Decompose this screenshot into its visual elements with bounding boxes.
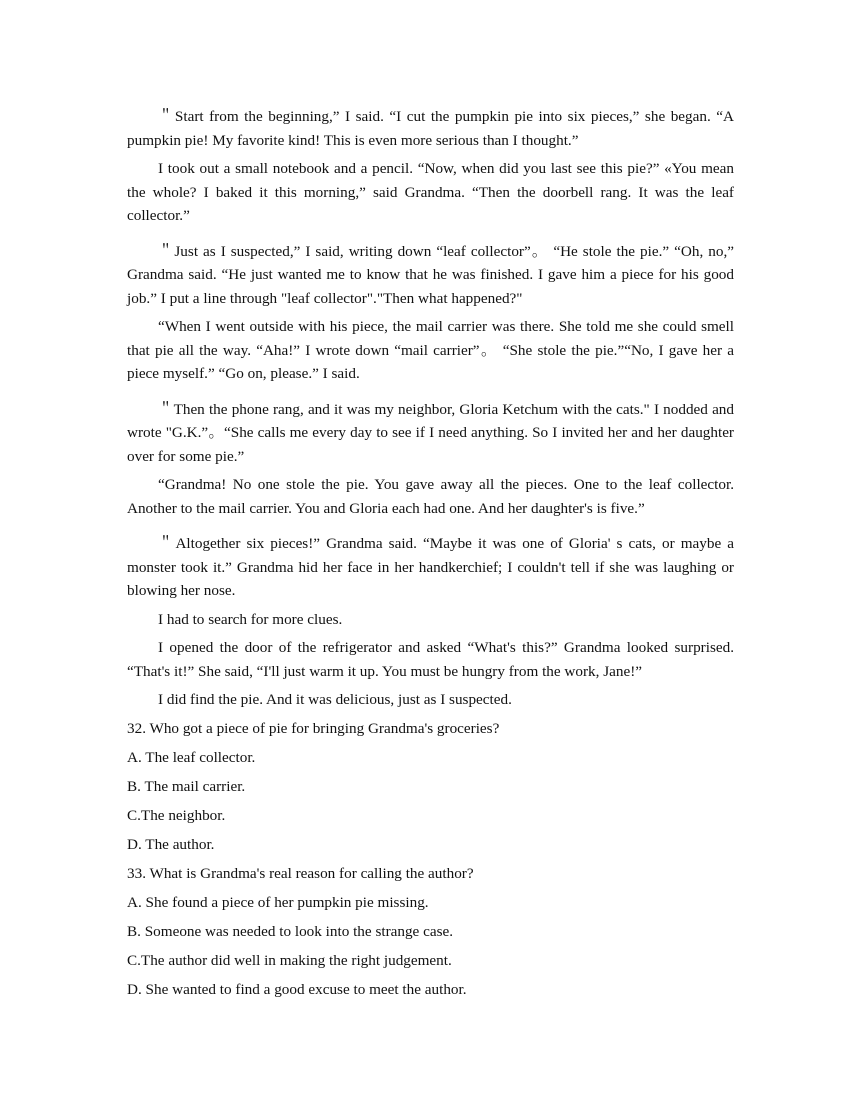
story-paragraph-8: I had to search for more clues.: [158, 610, 343, 628]
question-stem: 33. What is Grandma's real reason for calling the author?: [127, 865, 474, 882]
story-paragraph-3: ＂Just as I suspected,” I said, writing down “leaf collector”。 “He stole the pie.” “Oh, no,” Grandma said. “He just wanted me to know that he was finished. I gave him a piece for his good job.” I put a line through "leaf collector"."Then what happened?": [127, 242, 734, 307]
answer-option-c: C.The author did well in making the right judgement.: [127, 952, 452, 969]
story-paragraph-4: “When I went outside with his piece, the mail carrier was there. She told me she could smell that pie all the way. “Aha!” I wrote down “mail carrier”。 “She stole the pie.”“No, I gave her a piece myself.” “Go on, please.” I said.: [127, 318, 734, 382]
answer-option-c: C.The neighbor.: [127, 807, 226, 824]
story-paragraph-9: I opened the door of the refrigerator and asked “What's this?” Grandma looked surprised. “That's it!” She said, “I'll just warm it up. You must be hungry from the work, Jane!”: [127, 639, 734, 680]
document-page: [127, 105, 734, 1002]
story-paragraph-6: “Grandma! No one stole the pie. You gave away all the pieces. One to the leaf collector. Another to the mail carrier. You and Gloria each had one. And her daughter's is five.”: [127, 476, 734, 517]
question-32: [127, 717, 734, 857]
question-stem: 32. Who got a piece of pie for bringing Grandma's groceries?: [127, 720, 500, 737]
answer-option-d: D. The author.: [127, 836, 215, 853]
answer-option-d: D. She wanted to find a good excuse to meet the author.: [127, 981, 467, 998]
answer-option-a: A. She found a piece of her pumpkin pie missing.: [127, 894, 429, 911]
story-paragraph-1: ＂Start from the beginning,” I said. “I cut the pumpkin pie into six pieces,” she began. “A pumpkin pie! My favorite kind! This is even more serious than I thought.”: [127, 108, 734, 149]
story-paragraph-7: ＂Altogether six pieces!” Grandma said. “Maybe it was one of Gloria' s cats, or maybe a monster took it.” Grandma hid her face in her handkerchief; I couldn't tell if she was laughing or blowing her nose.: [127, 535, 734, 599]
story-paragraph-10: I did find the pie. And it was delicious, just as I suspected.: [158, 691, 512, 708]
answer-option-a: A. The leaf collector.: [127, 749, 256, 766]
story-paragraph-2: I took out a small notebook and a pencil. “Now, when did you last see this pie?” «You mean the whole? I baked it this morning,” said Grandma. “Then the doorbell rang. It was the leaf collector.”: [127, 160, 734, 224]
answer-option-b: B. Someone was needed to look into the strange case.: [127, 923, 454, 940]
story-paragraph-5: ＂Then the phone rang, and it was my neighbor, Gloria Ketchum with the cats." I nodded and wrote "G.K.”。“She calls me every day to see if I need anything. So I invited her and her daughter over for some pie.”: [127, 400, 734, 465]
answer-option-b: B. The mail carrier.: [127, 778, 246, 795]
question-33: [127, 862, 734, 1002]
